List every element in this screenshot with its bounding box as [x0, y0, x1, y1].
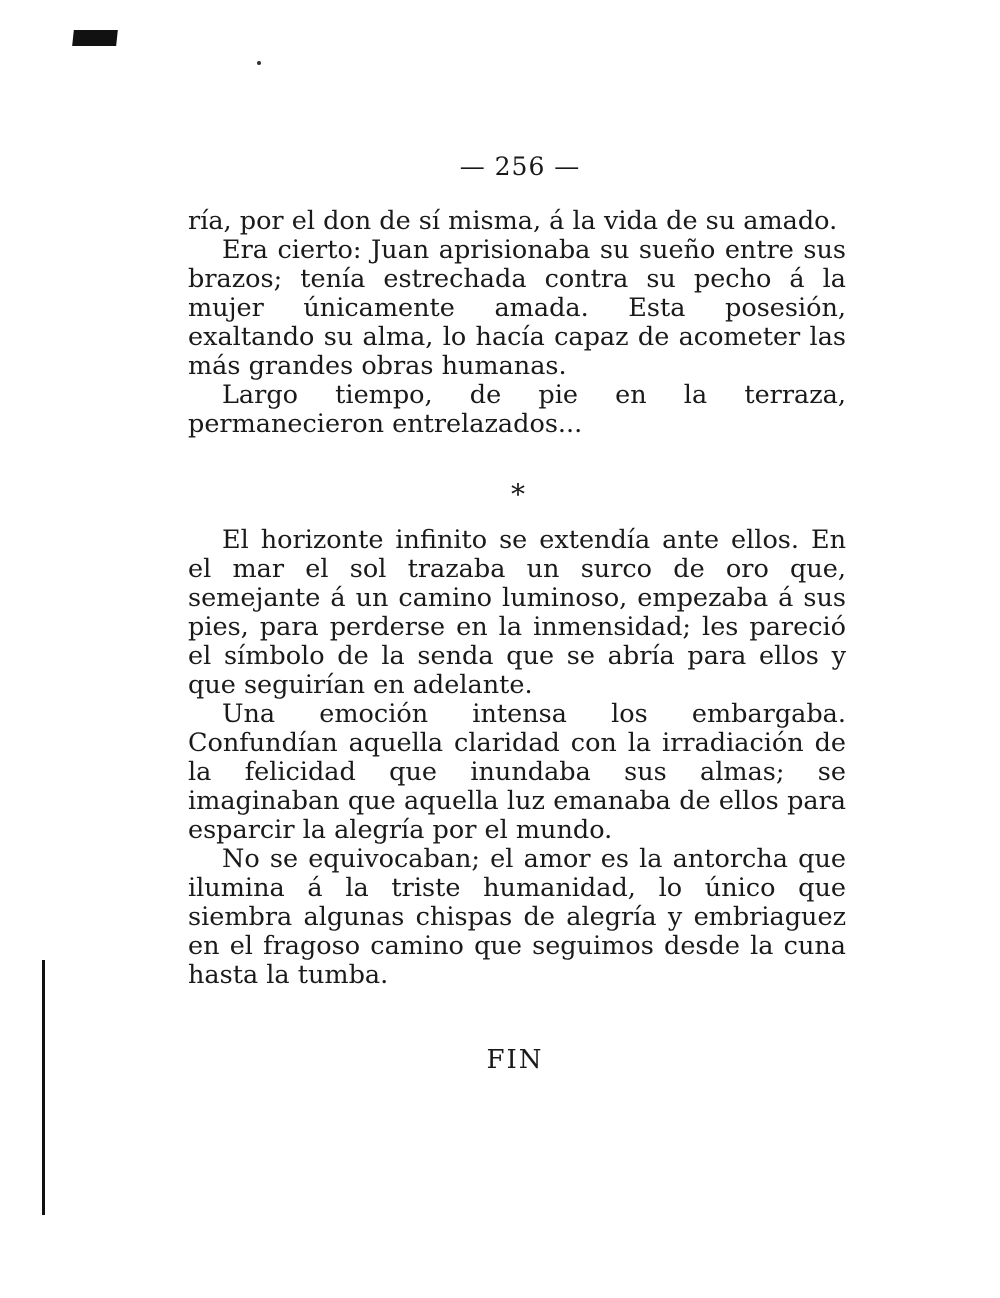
paragraph: El horizonte infinito se extendía ante ellos. En el mar el sol trazaba un surco de oro que, semejante á un camino luminoso, empezaba á sus pies, para perderse en la inmensidad; les pareció el símbolo de la senda que se abría para ellos y que seguirían en adelante.	[188, 525, 846, 700]
page-number: — 256 —	[459, 152, 581, 181]
text-section-two	[188, 526, 846, 990]
section-separator: *	[511, 478, 525, 511]
scan-margin-rule	[42, 960, 45, 1215]
end-mark: FIN	[486, 1045, 544, 1075]
paragraph: Era cierto: Juan aprisionaba su sueño entre sus brazos; tenía estrechada contra su pecho á la mujer únicamente amada. Esta posesión, exaltando su alma, lo hacía capaz de acometer las más grandes obras humanas.	[188, 235, 846, 381]
text-section-one	[188, 207, 846, 439]
paragraph: Largo tiempo, de pie en la terraza, permanecieron entrelazados...	[188, 380, 846, 439]
paragraph: No se equivocaban; el amor es la antorcha que ilumina á la triste humanidad, lo único que siembra algunas chispas de alegría y embriaguez en el fragoso camino que seguimos desde la cuna hasta la tumba.	[188, 844, 846, 990]
scan-speck	[257, 61, 261, 65]
paragraph: Una emoción intensa los embargaba. Confundían aquella claridad con la irradiación de la felicidad que inundaba sus almas; se imaginaban que aquella luz emanaba de ellos para esparcir la alegría por el mundo.	[188, 699, 846, 845]
paragraph: ría, por el don de sí misma, á la vida de su amado.	[188, 206, 838, 236]
scan-corner-mark	[72, 30, 118, 46]
